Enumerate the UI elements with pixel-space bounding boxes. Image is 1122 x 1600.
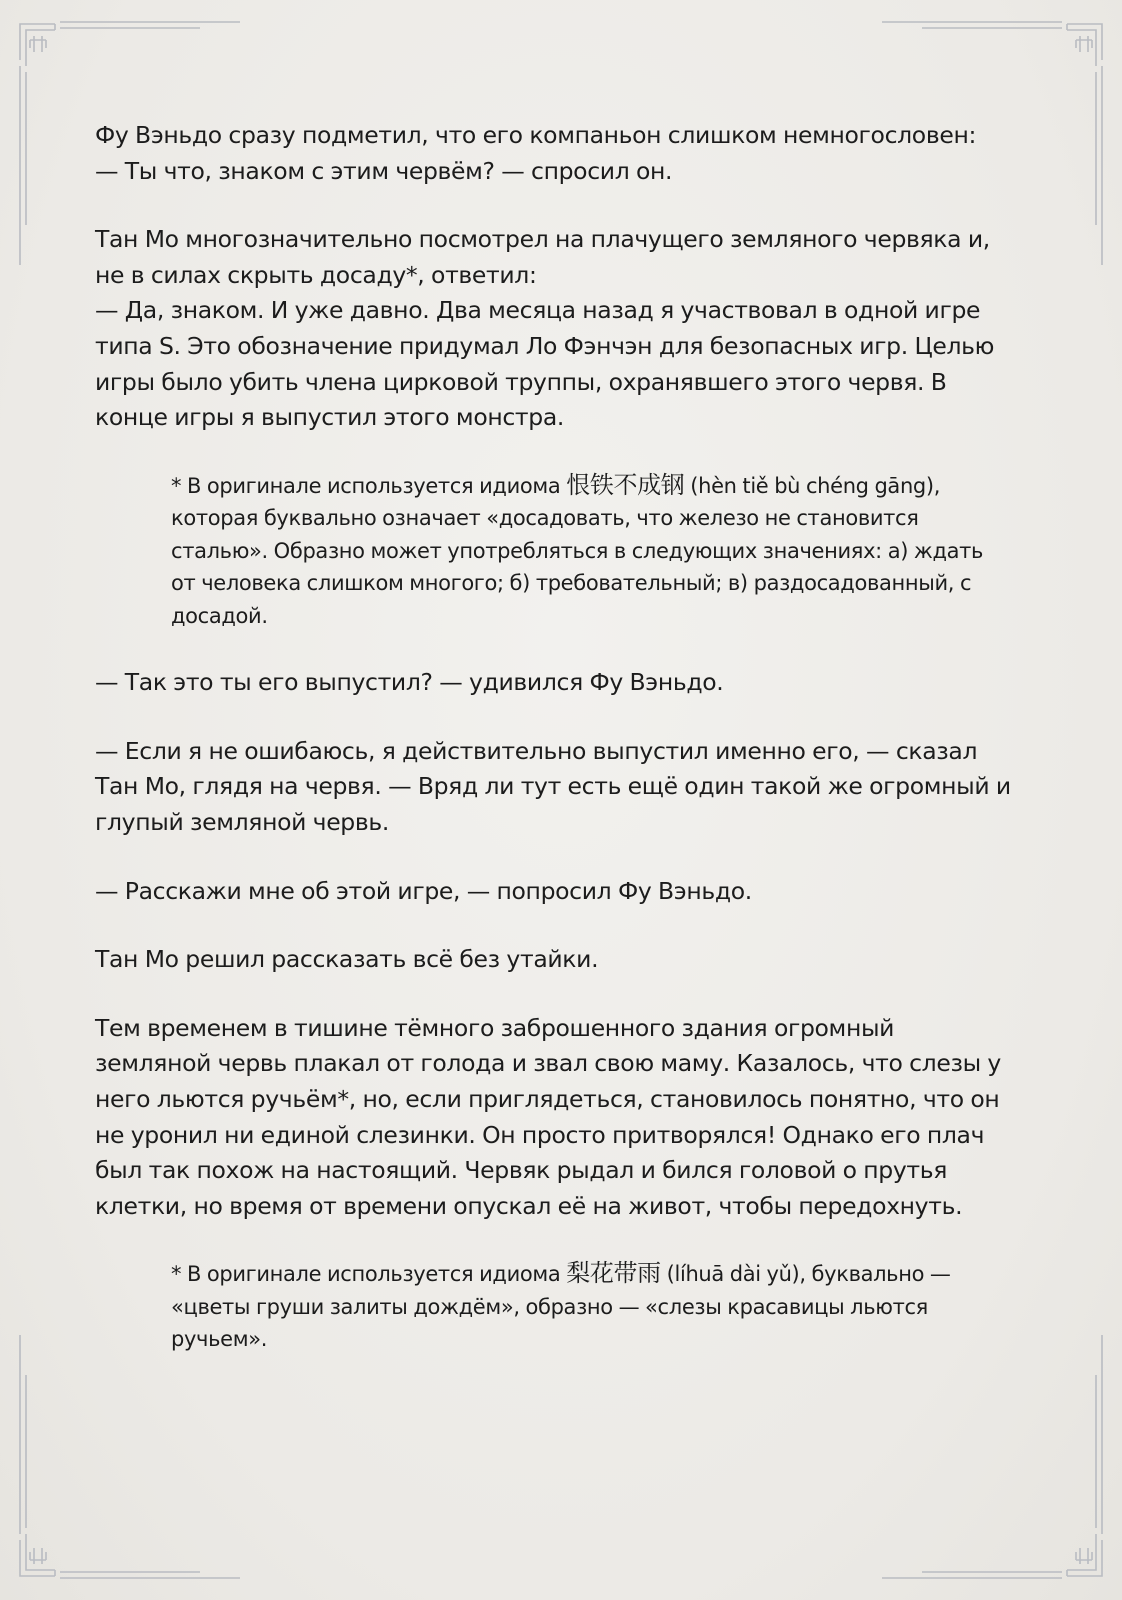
footnote-2 (171, 1257, 1030, 1356)
footnote-2-idiom: 梨花带雨 (566, 1259, 661, 1288)
text-line: глупый земляной червь. (95, 808, 389, 837)
text-line: Тан Мо решил рассказать всё без утайки. (95, 945, 599, 974)
paragraph (95, 1011, 1030, 1225)
paragraph (95, 665, 1030, 701)
footnote-1-idiom: 恨铁不成钢 (566, 470, 685, 499)
footnote-line: сталью». Образно может употребляться в следующих значениях: а) ждать (171, 538, 984, 563)
text-line: Тан Мо, глядя на червя. — Вряд ли тут есть ещё один такой же огромный и (95, 772, 1011, 801)
paragraph (95, 118, 1030, 189)
footnote-2-lines (171, 1291, 1030, 1356)
text-line: конце игры я выпустил этого монстра. (95, 403, 565, 432)
document-body (95, 118, 1030, 1389)
paragraph (95, 942, 1030, 978)
text-line: Тем временем в тишине тёмного заброшенного здания огромный (95, 1013, 895, 1042)
footnote-1-lines (171, 502, 1030, 632)
text-line: — Если я не ошибаюсь, я действительно выпустил именно его, — сказал (95, 736, 978, 765)
footnote-2-prefix: * В оригинале используется идиома (171, 1262, 567, 1287)
text-line: не в силах скрыть досаду*, ответил: (95, 260, 537, 289)
footnote-1-transcription: (hèn tiě bù chéng gāng), (684, 473, 941, 498)
paragraph-group-2 (95, 665, 1030, 1224)
footnote-1 (171, 469, 1030, 633)
text-line: не уронил ни единой слезинки. Он просто притворялся! Однако его плач (95, 1120, 985, 1149)
footnote-2-transcription: (líhuā dài yǔ), буквально — (660, 1262, 951, 1287)
footnote-line: ручьем». (171, 1327, 268, 1352)
footnote-line: которая буквально означает «досадовать, что железо не становится (171, 506, 919, 531)
text-line: — Да, знаком. И уже давно. Два месяца назад я участвовал в одной игре (95, 296, 981, 325)
text-line: — Так это ты его выпустил? — удивился Фу Вэньдо. (95, 668, 724, 697)
text-line: был так похож на настоящий. Червяк рыдал и бился головой о прутья (95, 1156, 948, 1185)
text-line: игры было убить члена цирковой труппы, охранявшего этого червя. В (95, 367, 947, 396)
paragraph-group-1 (95, 118, 1030, 436)
paragraph (95, 734, 1030, 841)
footnote-line: досадой. (171, 603, 268, 628)
text-line: Тан Мо многозначительно посмотрел на плачущего земляного червяка и, (95, 225, 990, 254)
footnote-line: от человека слишком многого; б) требовательный; в) раздосадованный, с (171, 571, 972, 596)
footnote-1-prefix: * В оригинале используется идиома (171, 473, 567, 498)
text-line: типа S. Это обозначение придумал Ло Фэнчэн для безопасных игр. Целью (95, 331, 995, 360)
text-line: — Расскажи мне об этой игре, — попросил Фу Вэньдо. (95, 876, 752, 905)
footnote-line: «цветы груши залиты дождём», образно — «слезы красавицы льются (171, 1294, 928, 1319)
text-line: — Ты что, знаком с этим червём? — спросил он. (95, 156, 673, 185)
text-line: Фу Вэньдо сразу подметил, что его компаньон слишком немногословен: (95, 121, 977, 149)
paragraph (95, 874, 1030, 910)
footnote-1-first-line (171, 469, 1030, 503)
paragraph (95, 222, 1030, 436)
text-line: клетки, но время от времени опускал её на живот, чтобы передохнуть. (95, 1191, 963, 1220)
text-line: него льются ручьём*, но, если приглядеться, становилось понятно, что он (95, 1085, 1000, 1113)
footnote-2-first-line (171, 1257, 1030, 1291)
text-line: земляной червь плакал от голода и звал свою маму. Казалось, что слезы у (95, 1049, 1001, 1078)
